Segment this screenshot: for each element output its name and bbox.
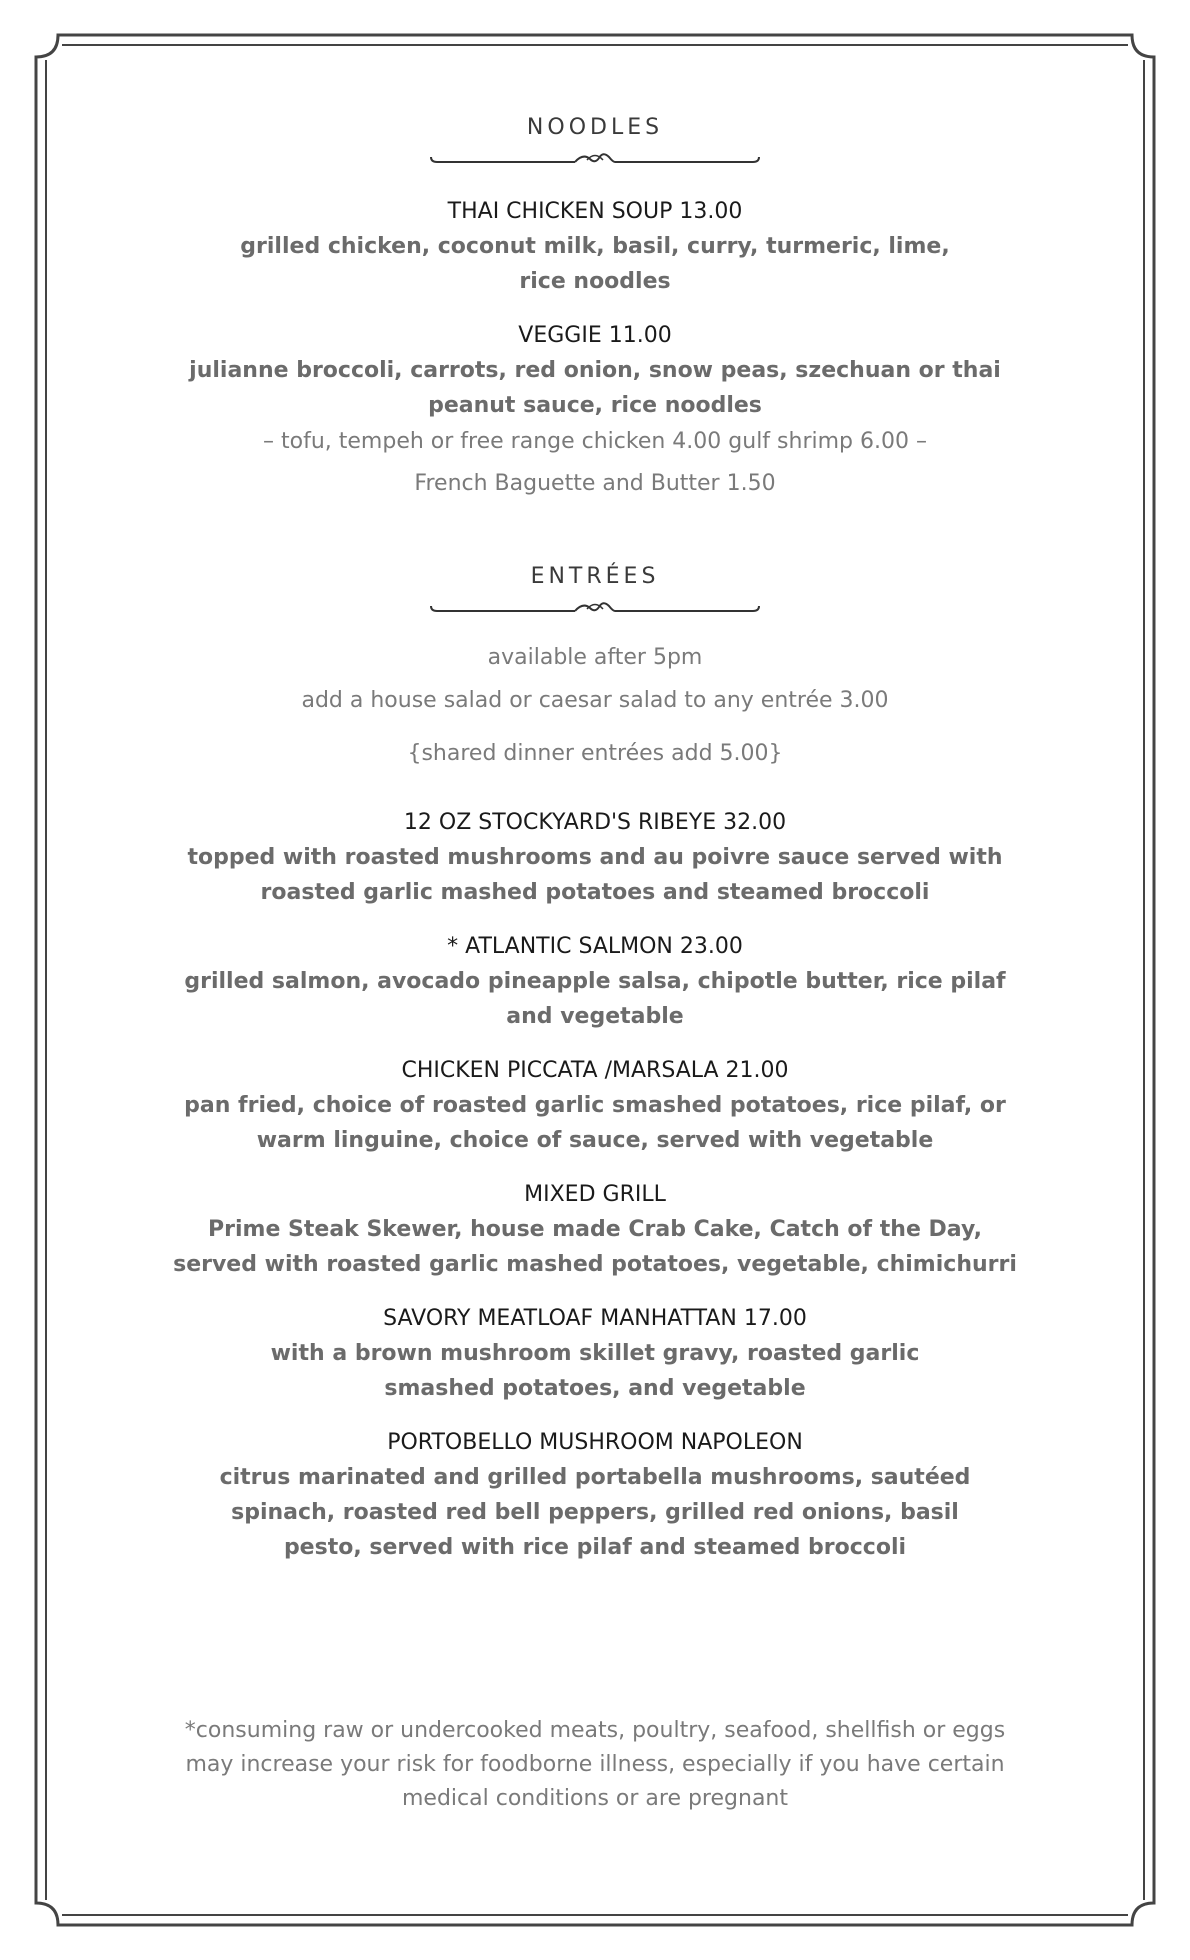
menu-item-chicken-piccata <box>170 1054 1020 1158</box>
menu-item-name: MIXED GRILL <box>524 1182 666 1207</box>
menu-item-description: Prime Steak Skewer, house made Crab Cake, Catch of the Day, served with roasted garlic mashed potatoes, vegetable, chimichurri <box>173 1217 1017 1277</box>
noodles-addons-note <box>170 425 1020 459</box>
menu-item-description: citrus marinated and grilled portabella mushrooms, sautéed spinach, roasted red bell peppers, grilled red onions, basil pesto, served with rice pilaf and steamed broccoli <box>219 1465 971 1560</box>
menu-item-name: CHICKEN PICCATA /MARSALA 21.00 <box>401 1058 789 1083</box>
menu-item-description: topped with roasted mushrooms and au poivre sauce served with roasted garlic mashed potatoes and steamed broccoli <box>187 845 1003 905</box>
entrees-section-title: ENTRÉES <box>530 564 660 589</box>
noodles-section-header <box>0 113 1190 167</box>
menu-item-description: julianne broccoli, carrots, red onion, snow peas, szechuan or thai peanut sauce, rice noodles <box>189 358 1001 418</box>
flourish-divider-icon <box>427 147 763 167</box>
baguette-side-note <box>170 467 1020 501</box>
noodles-section-title: NOODLES <box>526 115 664 140</box>
menu-item-description: with a brown mushroom skillet gravy, roasted garlic smashed potatoes, and vegetable <box>270 1341 920 1401</box>
menu-item-name: * ATLANTIC SALMON 23.00 <box>447 934 743 959</box>
entrees-salad-note <box>170 684 1020 718</box>
menu-item-description: grilled chicken, coconut milk, basil, curry, turmeric, lime, rice noodles <box>240 234 950 294</box>
menu-item-name: 12 OZ STOCKYARD'S RIBEYE 32.00 <box>403 810 787 835</box>
menu-item-ribeye <box>170 806 1020 910</box>
menu-item-name: THAI CHICKEN SOUP 13.00 <box>447 199 743 224</box>
menu-item-name: SAVORY MEATLOAF MANHATTAN 17.00 <box>383 1306 807 1331</box>
entrees-section-header <box>0 562 1190 616</box>
flourish-divider-icon <box>427 596 763 616</box>
entrees-shared-note <box>170 737 1020 771</box>
salad-addon-text: add a house salad or caesar salad to any entrée 3.00 <box>301 688 889 713</box>
availability-text: available after 5pm <box>487 645 703 670</box>
menu-item-description: grilled salmon, avocado pineapple salsa, chipotle butter, rice pilaf and vegetable <box>184 969 1006 1029</box>
disclaimer-text: *consuming raw or undercooked meats, poultry, seafood, shellfish or eggs may increase your risk for foodborne illness, especially if you have certain medical conditions or are pregnant <box>184 1718 1006 1811</box>
menu-item-portobello-napoleon <box>170 1426 1020 1565</box>
menu-item-name: VEGGIE 11.00 <box>518 323 672 348</box>
menu-item-name: PORTOBELLO MUSHROOM NAPOLEON <box>387 1430 803 1455</box>
foodborne-illness-disclaimer <box>170 1714 1020 1816</box>
addons-text: – tofu, tempeh or free range chicken 4.00 gulf shrimp 6.00 – <box>263 429 927 454</box>
menu-item-thai-chicken-soup <box>170 195 1020 299</box>
menu-item-description: pan fried, choice of roasted garlic smashed potatoes, rice pilaf, or warm linguine, choice of sauce, served with vegetable <box>184 1093 1006 1153</box>
shared-dinner-text: {shared dinner entrées add 5.00} <box>407 741 783 766</box>
menu-item-veggie <box>170 319 1020 423</box>
side-text: French Baguette and Butter 1.50 <box>414 471 776 496</box>
menu-item-atlantic-salmon <box>170 930 1020 1034</box>
entrees-availability-note <box>170 641 1020 675</box>
menu-item-mixed-grill <box>170 1178 1020 1282</box>
menu-item-savory-meatloaf <box>170 1302 1020 1406</box>
